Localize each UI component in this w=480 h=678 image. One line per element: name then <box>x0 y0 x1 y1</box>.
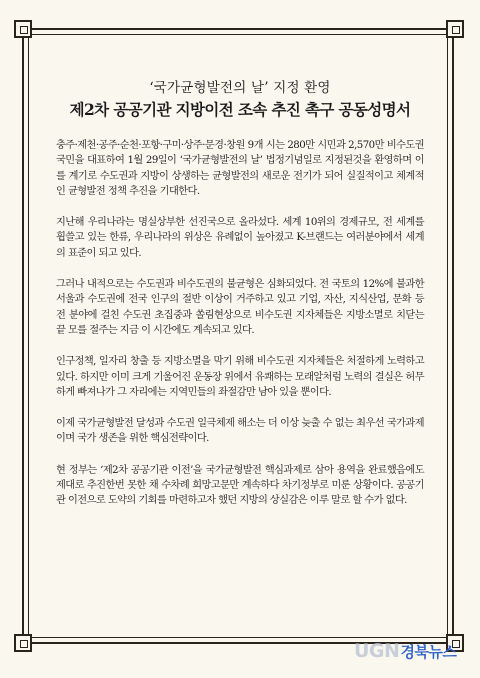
frame-corner-ornament <box>446 20 464 38</box>
paragraph: 지난해 우리나라는 명실상부한 선진국으로 올라섰다. 세계 10위의 경제규모, 전 세계를 휩쓸고 있는 한류, 우리나라의 위상은 유례없이 높아졌고 K-브랜드는 여러분야에서 세계의 표준이 되고 있다. <box>56 217 424 259</box>
paragraph: 그러나 내적으로는 수도권과 비수도권의 불균형은 심화되었다. 전 국토의 12%에 불과한 서울과 수도권에 전국 인구의 절반 이상이 거주하고 있고 기업, 자산, 지식산업, 문화 등 전 분야에 걸친 수도권 초집중과 쏠림현상으로 비수도권 지자체들은 지방소멸로 치닫는 끝 모를 절주는 지금 이 시간에도 계속되고 있다. <box>56 279 424 336</box>
statement-title: 제2차 공공기관 지방이전 조속 추진 촉구 공동성명서 <box>69 100 411 119</box>
statement-subtitle: ‘국가균형발전의 날’ 지정 환영 <box>149 80 331 96</box>
paragraph: 충주·제천·공주·순천·포항·구미·상주·문경·창원 9개 시는 280만 시민과 2,570만 비수도권 국민을 대표하여 1월 29일이 ‘국가균형발전의 날’ 법정기념일로 지정된것을 환영하며 이를 계기로 수도권과 지방이 상생하는 균형발전의 새로운 전기가 되어 실질적이고 체계적인 균형발전 정책 추진을 기대한다. <box>56 140 424 197</box>
frame-corner-ornament <box>14 634 32 652</box>
statement-body <box>56 138 424 509</box>
paragraph: 현 정부는 ‘제2차 공공기관 이전’을 국가균형발전 핵심과제로 삼아 용역을 완료했음에도 제대로 추진한번 못한 채 수차례 희망고문만 계속하다 차기정부로 미룬 상황이다. 공공기관 이전으로 도약의 기회를 마련하고자 했던 지방의 상실감은 이루 말로 할 수가 없다. <box>56 464 424 507</box>
paragraph: 인구정책, 일자리 창출 등 지방소멸을 막기 위해 비수도권 지자체들은 처절하게 노력하고 있다. 하지만 이미 크게 기울어진 운동장 위에서 유쾌하는 모래알처럼 노력의 결실은 허무하게 빠져나가 그 자리에는 지역민들의 좌절감만 남아 있을 뿐이다. <box>56 356 424 398</box>
watermark-name: 경북뉴스 <box>400 643 457 661</box>
paragraph: 이제 국가균형발전 달성과 수도권 일극체제 해소는 더 이상 늦출 수 없는 최우선 국가과제이며 국가 생존을 위한 핵심전략이다. <box>56 418 424 445</box>
watermark-brand: UGN <box>354 640 400 662</box>
news-watermark-logo <box>354 640 456 664</box>
frame-corner-ornament <box>14 20 32 38</box>
